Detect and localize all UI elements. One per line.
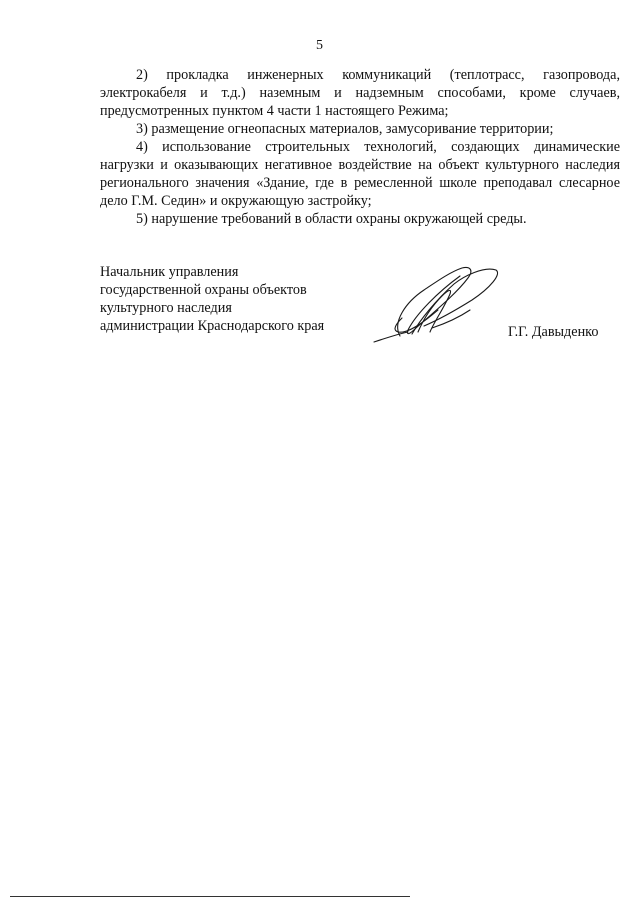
signer-position-line: администрации Краснодарского края [100,318,325,334]
handwritten-signature [372,262,502,346]
signer-position-line: культурного наследия [100,300,232,316]
signer-position-line: Начальник управления [100,264,239,280]
page-number: 5 [316,38,323,53]
paragraph-item-2: 2) прокладка инженерных коммуникаций (теплотрасс, газопровода, электрокабеля и т.д.) наземным и надземным способами, кроме случаев, предусмотренных пунктом 4 части 1 настоящего Режима; [100,67,620,119]
signer-name: Г.Г. Давыденко [508,324,599,340]
footer-divider [10,896,410,897]
document-body [100,66,620,228]
paragraph-item-3: 3) размещение огнеопасных материалов, замусоривание территории; [136,121,554,137]
paragraph-item-5: 5) нарушение требований в области охраны окружающей среды. [136,211,527,227]
signer-position-line: государственной охраны объектов [100,282,307,298]
signer-position [100,263,360,335]
paragraph-item-4: 4) использование строительных технологий, создающих динамические нагрузки и оказывающих негативное воздействие на объект культурного наследия регионального значения «Здание, где в ремесленной школе преподавал слесарное дело Г.М. Седин» и окружающую застройку; [100,139,620,209]
